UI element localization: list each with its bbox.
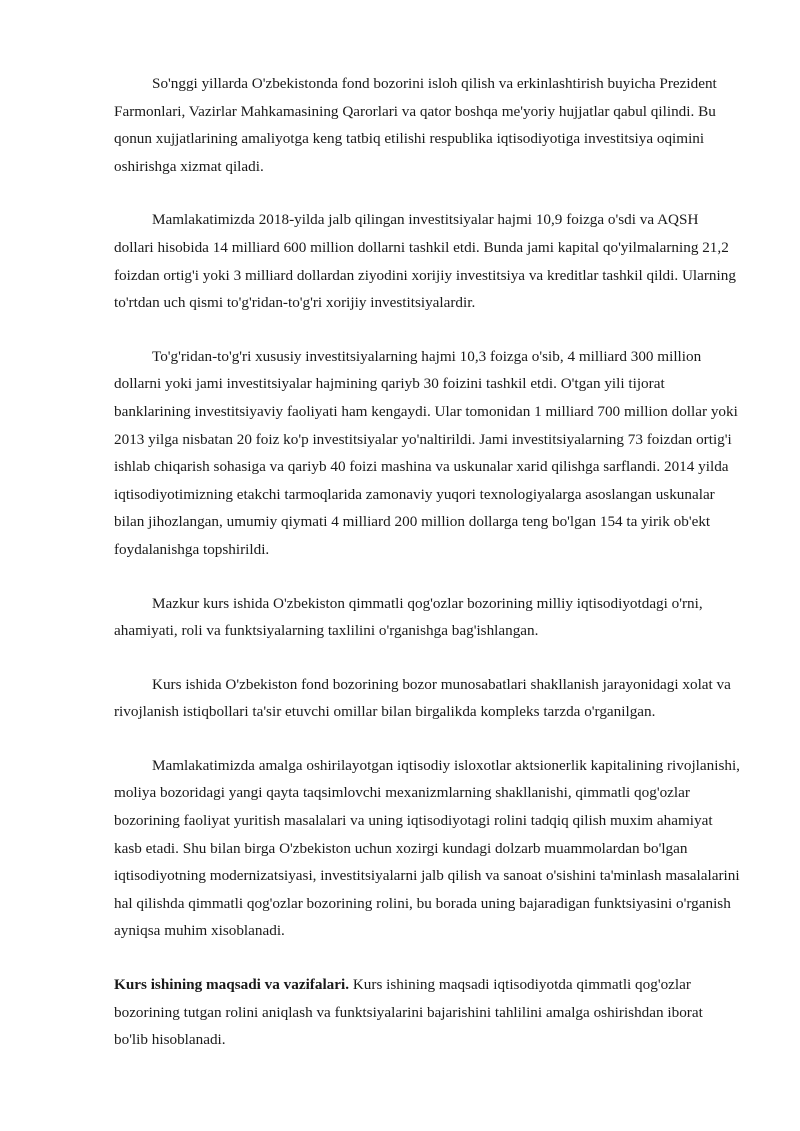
section-text: Kurs ishining maqsadi iqtisodiyotda qimmatli qog'ozlar bozorining tutgan rolini aniqlash va funktsiyalarini bajarishini tahlilini amalga oshirishdan iborat bo'lib hisoblanadi.: [114, 976, 703, 1049]
paragraph-kurs-ishi-fond-bozori: Kurs ishida O'zbekiston fond bozorining bozor munosabatlari shakllanish jarayonidagi xolat va rivojlanish istiqbollari ta'sir etuvchi omillar bilan birgalikda kompleks tarzda o'rganilgan.: [114, 675, 731, 721]
paragraph-investitsiyalar-2018: Mamlakatimizda 2018-yilda jalb qilingan investitsiyalar hajmi 10,9 foizga o'sdi va AQSH dollari hisobida 14 milliard 600 million dollarni tashkil etdi. Bunda jami kapital qo'yilmalarning 21,2 foizdan ortig'i yoki 3 milliard dollardan ziyodini xorijiy investitsiya va kreditlar tashkil qildi. Ularning to'rtdan uch qismi to'g'ridan-to'g'ri xorijiy investitsiyalardir.: [114, 211, 736, 312]
paragraph-xususiy-investitsiyalar: To'g'ridan-to'g'ri xususiy investitsiyalarning hajmi 10,3 foizga o'sib, 4 milliard 300 million dollarni yoki jami investitsiyalar hajmining qariyb 30 foizini tashkil etdi. O'tgan yili tijorat banklarining investitsiyaviy faoliyati ham kengaydi. Ular tomonidan 1 milliard 700 million dollar yoki 2013 yilga nisbatan 20 foiz ko'p investitsiyalar yo'naltirildi. Jami investitsiyalarning 73 foizdan ortig'i ishlab chiqarish sohasiga va qariyb 40 foizi mashina va uskunalar xarid qilishga sarflandi. 2014 yilda iqtisodiyotimizning etakchi tarmoqlarida zamonaviy yuqori texnologiyalarga asoslangan uskunalar bilan jihozlangan, umumiy qiymati 4 milliard 200 million dollarga teng bo'lgan 154 ta yirik ob'ekt foydalanishga topshirildi.: [114, 347, 738, 558]
paragraph-iqtisodiy-isloxotlar: Mamlakatimizda amalga oshirilayotgan iqtisodiy isloxotlar aktsionerlik kapitalining rivojlanishi, moliya bozoridagi yangi qayta taqsimlovchi mexanizmlarning shakllanishi, qimmatli qog'ozlar bozorining faoliyat yuritish masalalari va uning iqtisodiyotagi rolini tadqiq qilish muxim ahamiyat kasb etadi. Shu bilan birga O'zbekiston uchun xozirgi kundagi dolzarb muammolardan bo'lgan iqtisodiyotning modernizatsiyasi, investitsiyalarni jalb qilish va sanoat o'sishini ta'minlash masalalarini hal qilishda qimmatli qog'ozlar bozorining rolini, bu borada uning bajaradigan funktsiyasini o'rganish ayniqsa muhim xisoblanadi.: [114, 756, 740, 940]
paragraph-maqsad-vazifalar: [114, 971, 740, 1054]
section-heading: Kurs ishining maqsadi va vazifalari.: [114, 976, 350, 994]
paragraph-fond-bozori-islohi: So'nggi yillarda O'zbekistonda fond bozorini isloh qilish va erkinlashtirish buyicha Prezident Farmonlari, Vazirlar Mahkamasining Qarorlari va qator boshqa me'yoriy hujjatlar qabul qilindi. Bu qonun xujjatlarining amaliyotga keng tatbiq etilishi respublika iqtisodiyotiga investitsiya oqimini oshirishga xizmat qiladi.: [114, 75, 717, 175]
document-page: [114, 70, 740, 1080]
paragraph-kurs-ishi-mazkur: Mazkur kurs ishida O'zbekiston qimmatli qog'ozlar bozorining milliy iqtisodiyotdagi o'rni, ahamiyati, roli va funktsiyalarning taxlilini o'rganishga bag'ishlangan.: [114, 594, 703, 640]
